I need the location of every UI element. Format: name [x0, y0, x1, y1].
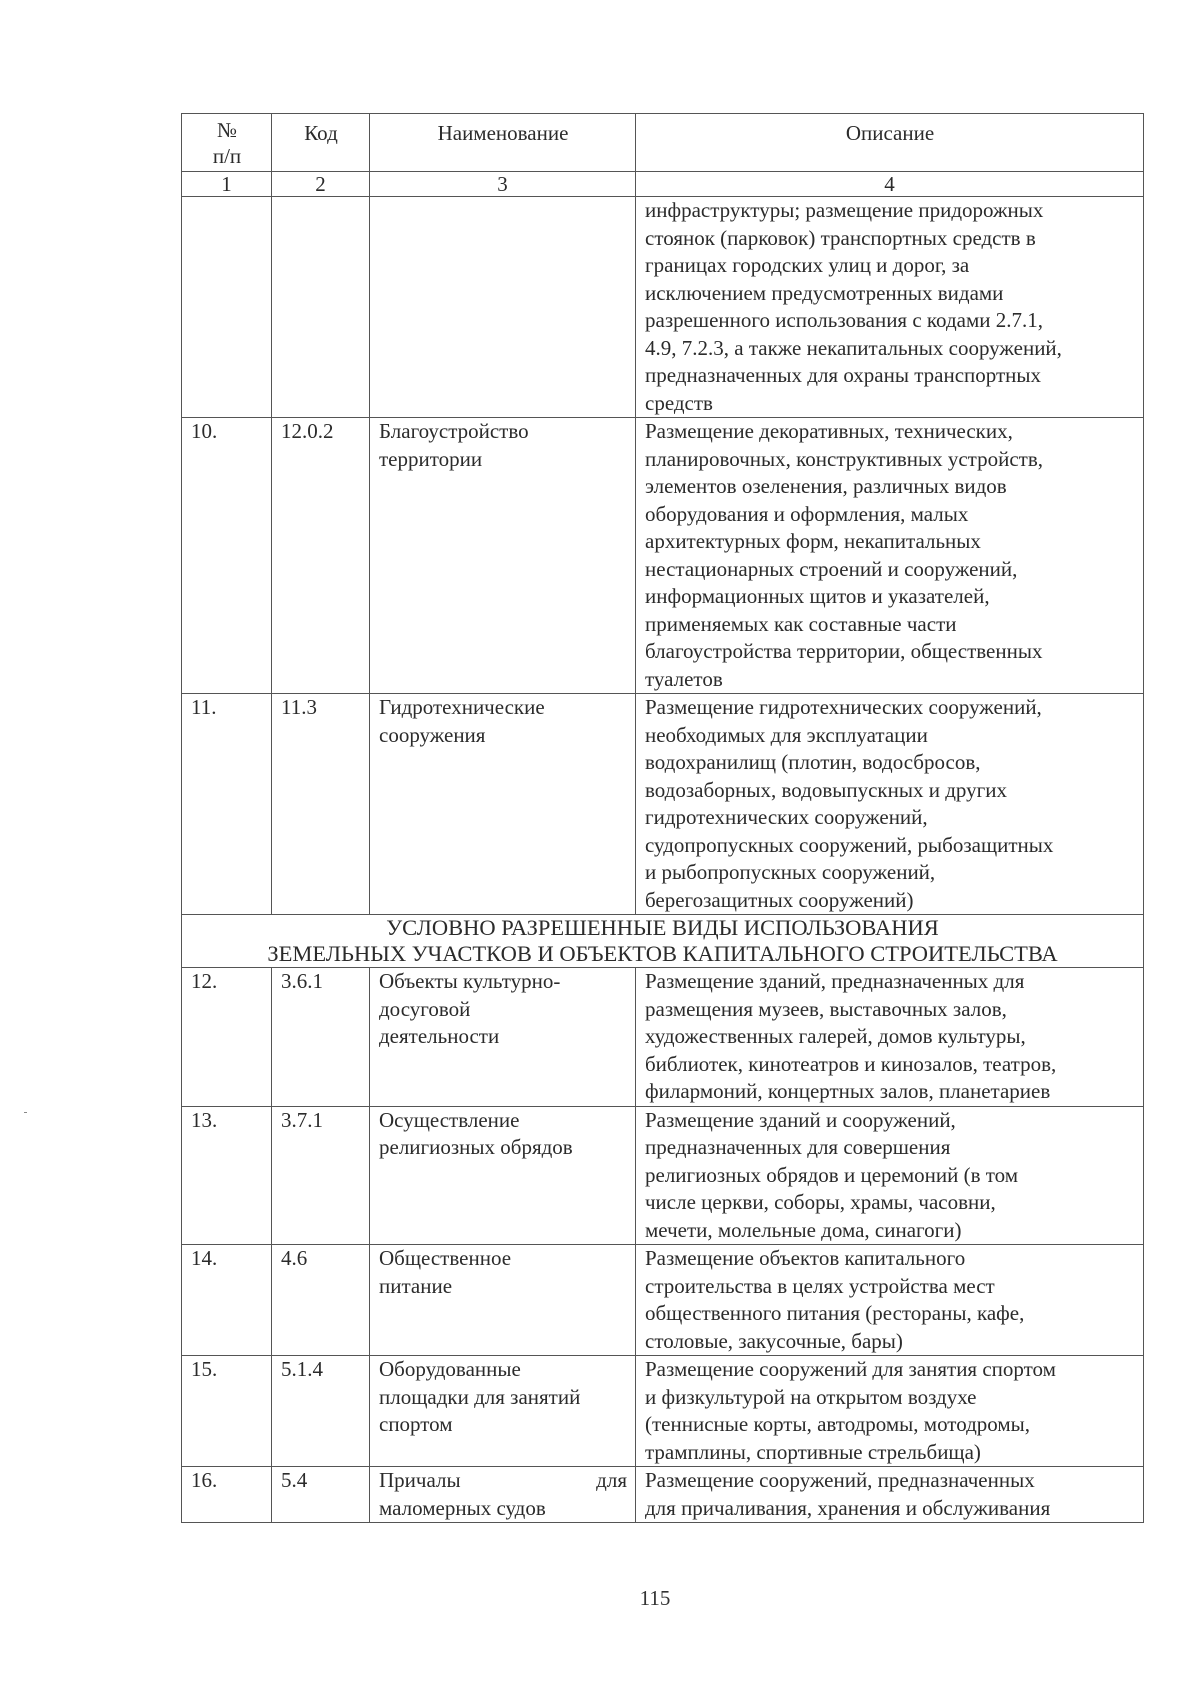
table-row: [182, 197, 1144, 418]
row-description: Размещение зданий и сооружений, предназначенных для совершения религиозных обрядов и церемоний (в том числе церкви, соборы, храмы, часовни, мечети, молельные дома, синагоги): [636, 1106, 1144, 1245]
row-description: Размещение объектов капитального строительства в целях устройства мест общественного питания (рестораны, кафе, столовые, закусочные, бары): [636, 1245, 1144, 1356]
table-row: [182, 1106, 1144, 1245]
row-code: 12.0.2: [272, 418, 370, 694]
row-name-word: Причалы: [379, 1468, 461, 1492]
header-name: Наименование: [370, 114, 636, 172]
column-number: 2: [272, 172, 370, 197]
row-number: 10.: [182, 418, 272, 694]
header-description: Описание: [636, 114, 1144, 172]
column-number-row: [182, 172, 1144, 197]
header-number: № п/п: [182, 114, 272, 172]
page-number: 115: [639, 1586, 671, 1610]
row-name: Гидротехнические сооружения: [370, 694, 636, 915]
row-code: 3.7.1: [272, 1106, 370, 1245]
row-number: 15.: [182, 1356, 272, 1467]
scan-artifact: [24, 1112, 27, 1113]
row-name: [370, 197, 636, 418]
table-row: [182, 1245, 1144, 1356]
row-name-word: для: [596, 1468, 627, 1492]
row-name-first-line: [379, 1467, 627, 1495]
land-use-table: [181, 113, 1144, 1523]
row-code: 11.3: [272, 694, 370, 915]
row-number: [182, 197, 272, 418]
row-description: Размещение сооружений, предназначенных для причаливания, хранения и обслуживания: [636, 1467, 1144, 1523]
column-number: 4: [636, 172, 1144, 197]
row-code: 5.4: [272, 1467, 370, 1523]
row-code: [272, 197, 370, 418]
table-row: [182, 1467, 1144, 1523]
row-code: 3.6.1: [272, 968, 370, 1107]
row-name: Осуществление религиозных обрядов: [370, 1106, 636, 1245]
column-number: 3: [370, 172, 636, 197]
table-row: [182, 968, 1144, 1107]
row-name: Благоустройство территории: [370, 418, 636, 694]
row-name: Общественное питание: [370, 1245, 636, 1356]
table-header-row: [182, 114, 1144, 172]
row-description: Размещение сооружений для занятия спортом и физкультурой на открытом воздухе (теннисные корты, автодромы, мотодромы, трамплины, спортивные стрельбища): [636, 1356, 1144, 1467]
row-name: Оборудованные площадки для занятий спортом: [370, 1356, 636, 1467]
table-row: [182, 1356, 1144, 1467]
row-name: Объекты культурно- досуговой деятельности: [370, 968, 636, 1107]
row-name-second-line: маломерных судов: [379, 1495, 546, 1520]
table-row: [182, 694, 1144, 915]
row-number: 12.: [182, 968, 272, 1107]
row-number: 14.: [182, 1245, 272, 1356]
header-code: Код: [272, 114, 370, 172]
row-description: инфраструктуры; размещение придорожных стоянок (парковок) транспортных средств в границах городских улиц и дорог, за исключением предусмотренных видами разрешенного использования с кодами 2.7.1, 4.9, 7.2.3, а также некапитальных сооружений, предназначенных для охраны транспортных средств: [636, 197, 1144, 418]
row-description: Размещение зданий, предназначенных для размещения музеев, выставочных залов, художественных галерей, домов культуры, библиотек, кинотеатров и кинозалов, театров, филармоний, концертных залов, планетариев: [636, 968, 1144, 1107]
row-number: 13.: [182, 1106, 272, 1245]
row-name: [370, 1467, 636, 1523]
table-row: [182, 418, 1144, 694]
row-description: Размещение гидротехнических сооружений, необходимых для эксплуатации водохранилищ (плотин, водосбросов, водозаборных, водовыпускных и других гидротехнических сооружений, судопропускных сооружений, рыбозащитных и рыбопропускных сооружений, берегозащитных сооружений): [636, 694, 1144, 915]
row-code: 5.1.4: [272, 1356, 370, 1467]
row-description: Размещение декоративных, технических, планировочных, конструктивных устройств, элементов озеленения, различных видов оборудования и оформления, малых архитектурных форм, некапитальных нестационарных строений и сооружений, информационных щитов и указателей, применяемых как составные части благоустройства территории, общественных туалетов: [636, 418, 1144, 694]
section-heading-row: [182, 915, 1144, 968]
row-code: 4.6: [272, 1245, 370, 1356]
row-number: 11.: [182, 694, 272, 915]
column-number: 1: [182, 172, 272, 197]
section-heading: УСЛОВНО РАЗРЕШЕННЫЕ ВИДЫ ИСПОЛЬЗОВАНИЯ ЗЕМЕЛЬНЫХ УЧАСТКОВ И ОБЪЕКТОВ КАПИТАЛЬНОГО СТРОИТЕЛЬСТВА: [182, 915, 1144, 968]
row-number: 16.: [182, 1467, 272, 1523]
